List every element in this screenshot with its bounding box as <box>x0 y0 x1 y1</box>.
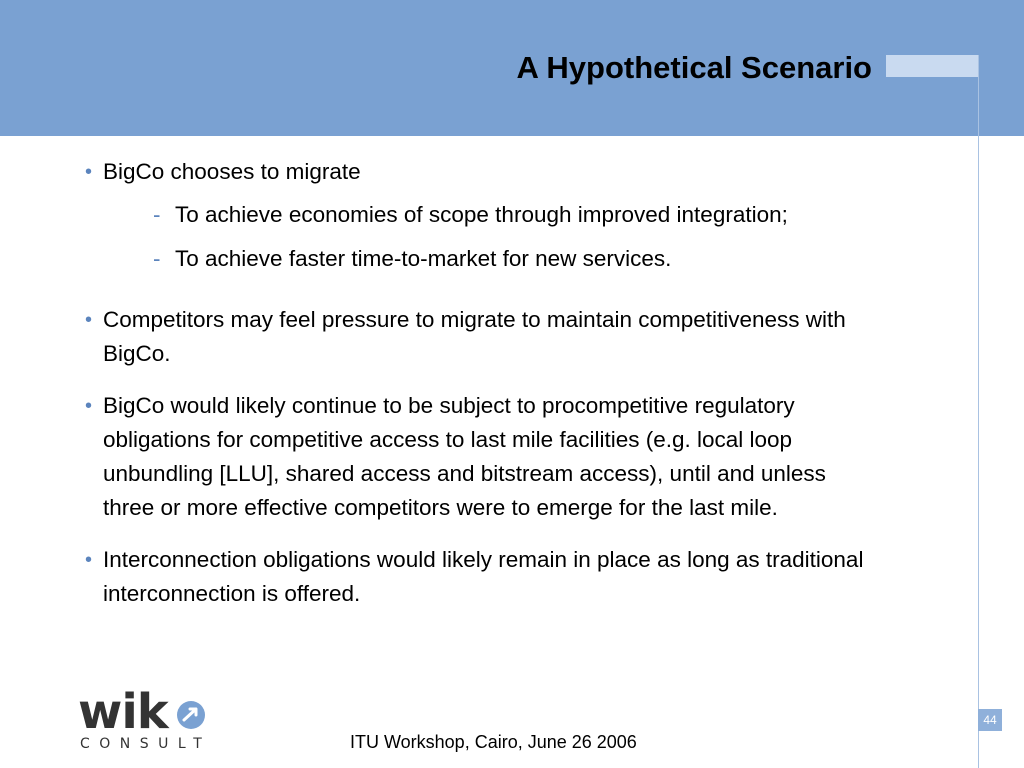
bullet-item <box>85 303 875 371</box>
bullet-dot: • <box>85 161 93 183</box>
title-accent-bar <box>886 55 979 77</box>
bullet-dot: • <box>85 395 93 417</box>
bullet-item <box>85 155 875 277</box>
bullet-item <box>85 543 875 611</box>
bullet-text: BigCo chooses to migrate <box>103 159 361 184</box>
sub-item <box>103 197 875 233</box>
page-number: 44 <box>978 709 1002 731</box>
logo-word: wik <box>78 684 168 740</box>
slide-title: A Hypothetical Scenario <box>516 50 872 85</box>
footer-text: ITU Workshop, Cairo, June 26 2006 <box>350 732 637 752</box>
sub-text: To achieve economies of scope through improved integration; <box>175 202 788 227</box>
bullet-dot: • <box>85 549 93 571</box>
sub-text: To achieve faster time-to-market for new services. <box>175 246 672 271</box>
sub-dash: - <box>153 246 161 271</box>
bullet-item <box>85 389 875 525</box>
sub-item <box>103 241 875 277</box>
bullet-text: BigCo would likely continue to be subject to procompetitive regulatory obligations for competitive access to last mile facilities (e.g. local loop unbundling [LLU], shared access and bitstream access), until and unless three or more effective competitors were to emerge for the last mile. <box>103 393 826 520</box>
vertical-rule <box>978 55 979 768</box>
bullet-dot: • <box>85 309 93 331</box>
sub-dash: - <box>153 202 161 227</box>
bullet-text: Competitors may feel pressure to migrate to maintain competitiveness with BigCo. <box>103 307 846 366</box>
bullet-text: Interconnection obligations would likely remain in place as long as traditional interconnection is offered. <box>103 547 864 606</box>
slide-content <box>85 155 875 629</box>
logo-subtext: CONSULT <box>80 736 212 752</box>
circle-arrow-icon <box>176 700 206 730</box>
wik-consult-logo <box>78 684 218 758</box>
